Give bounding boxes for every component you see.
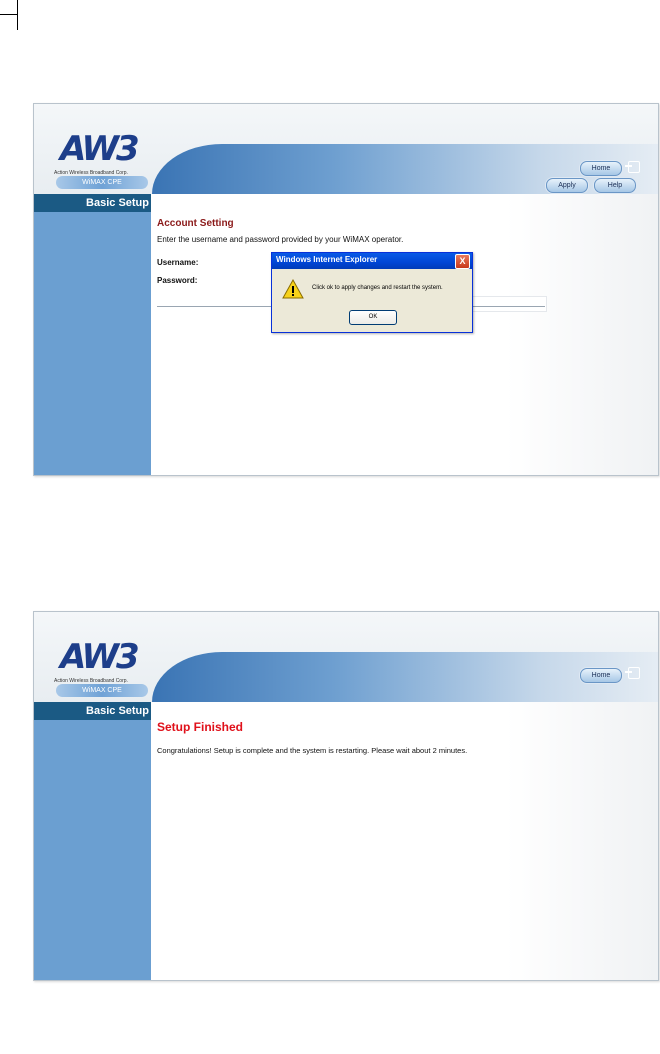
section-title: Account Setting bbox=[157, 218, 234, 229]
form-edge bbox=[471, 296, 547, 312]
warning-icon bbox=[282, 279, 304, 299]
password-label: Password: bbox=[157, 276, 198, 285]
company-name: Action Wireless Broadband Corp. bbox=[54, 678, 128, 684]
dialog-message: Click ok to apply changes and restart the system. bbox=[312, 285, 443, 291]
help-button[interactable]: Help bbox=[594, 178, 636, 193]
sidebar-title[interactable]: Basic Setup bbox=[34, 194, 151, 212]
content-area bbox=[151, 702, 658, 980]
apply-button[interactable]: Apply bbox=[546, 178, 588, 193]
username-label: Username: bbox=[157, 258, 199, 267]
ok-button[interactable]: OK bbox=[349, 310, 397, 325]
sidebar bbox=[34, 194, 151, 475]
dialog-close-button[interactable]: X bbox=[455, 254, 470, 269]
sidebar-title[interactable]: Basic Setup bbox=[34, 702, 151, 720]
confirm-dialog bbox=[271, 252, 473, 333]
header-banner bbox=[34, 104, 658, 194]
brand-logo bbox=[54, 129, 154, 192]
home-button[interactable]: Home bbox=[580, 668, 622, 683]
company-name: Action Wireless Broadband Corp. bbox=[54, 170, 128, 176]
logout-icon[interactable] bbox=[628, 161, 640, 173]
crop-mark bbox=[0, 0, 18, 30]
sidebar bbox=[34, 702, 151, 980]
product-badge: WiMAX CPE bbox=[56, 176, 148, 189]
content-area bbox=[151, 194, 658, 475]
brand-logo bbox=[54, 637, 154, 700]
dialog-titlebar[interactable] bbox=[272, 253, 472, 269]
logo-mark: AW3 bbox=[60, 129, 137, 169]
logout-icon[interactable] bbox=[628, 667, 640, 679]
setup-finished-title: Setup Finished bbox=[157, 720, 244, 734]
home-button[interactable]: Home bbox=[580, 161, 622, 176]
header-banner bbox=[34, 612, 658, 702]
setup-finished-message: Congratulations! Setup is complete and the system is restarting. Please wait about 2 minutes. bbox=[157, 746, 468, 755]
section-description: Enter the username and password provided by your WiMAX operator. bbox=[157, 235, 404, 244]
logo-mark: AW3 bbox=[60, 637, 137, 677]
router-ui-setup-finished bbox=[33, 611, 659, 981]
dialog-title: Windows Internet Explorer bbox=[276, 255, 378, 264]
product-badge: WiMAX CPE bbox=[56, 684, 148, 697]
